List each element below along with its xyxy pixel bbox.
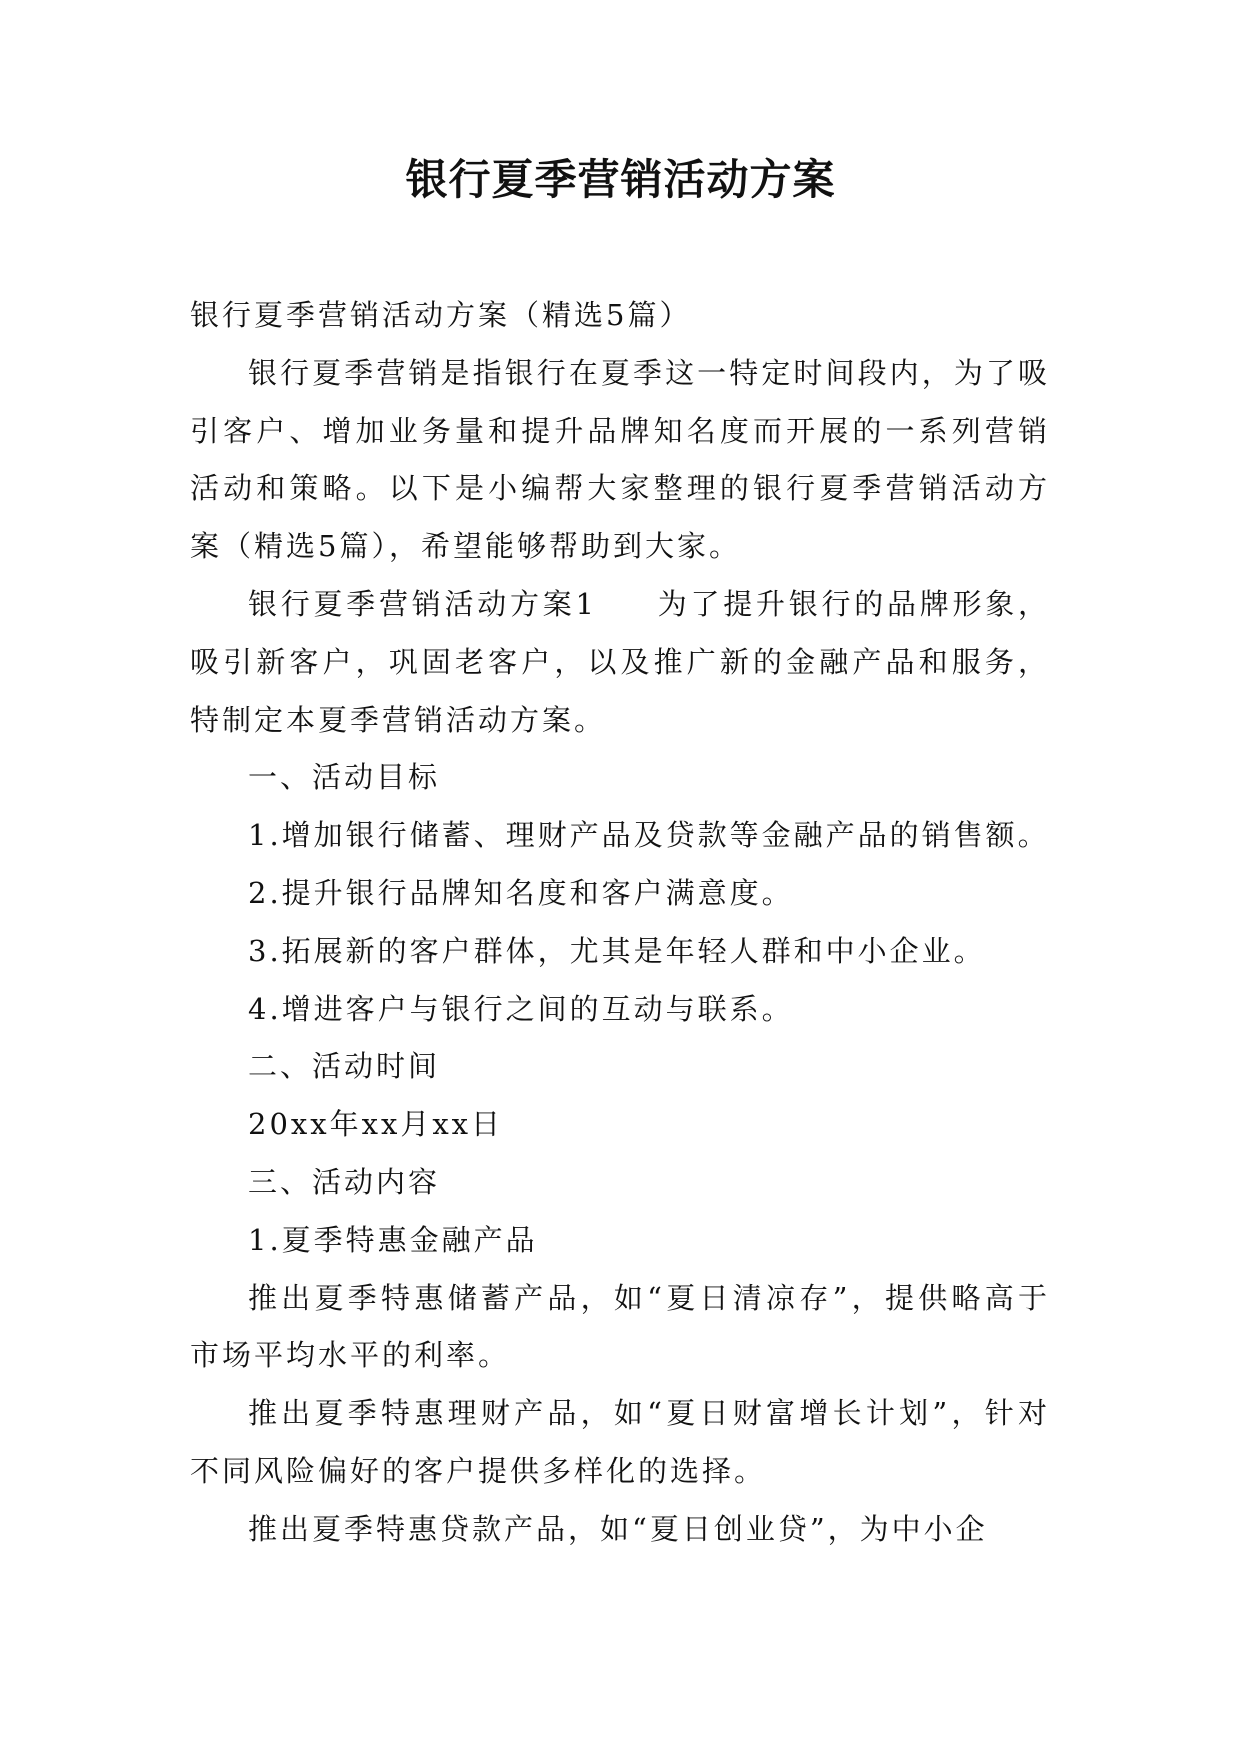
content-paragraph: 推出夏季特惠储蓄产品，如“夏日清凉存”，提供略高于市场平均水平的利率。 (190, 1280, 1050, 1373)
section3-subheading: 1.夏季特惠金融产品 (248, 1222, 538, 1257)
plan1-paragraph (190, 576, 1050, 749)
document-subtitle: 银行夏季营销活动方案（精选5篇） (190, 298, 692, 332)
activity-date: 20xx年xx月xx日 (248, 1107, 504, 1142)
content-paragraph: 推出夏季特惠理财产品，如“夏日财富增长计划”，针对不同风险偏好的客户提供多样化的选择。 (190, 1396, 1050, 1488)
plan1-lead: 为了提升银行的品牌形象，吸引新客户，巩固老客户，以及推广新的金融产品和服务，特制定本夏季营销活动方案。 (190, 586, 1050, 737)
document-body (190, 287, 1050, 1559)
goal-item: 4.增进客户与银行之间的互动与联系。 (248, 991, 794, 1026)
section1-heading: 一、活动目标 (248, 760, 441, 795)
plan1-heading: 银行夏季营销活动方案1 (248, 586, 597, 621)
section2-heading: 二、活动时间 (248, 1049, 441, 1084)
goal-item: 2.提升银行品牌知名度和客户满意度。 (248, 875, 794, 910)
document-title: 银行夏季营销活动方案 (405, 155, 836, 204)
goal-item: 3.拓展新的客户群体，尤其是年轻人群和中小企业。 (248, 933, 986, 968)
content-paragraph: 推出夏季特惠贷款产品，如“夏日创业贷”，为中小企 (248, 1511, 988, 1546)
goal-item: 1.增加银行储蓄、理财产品及贷款等金融产品的销售额。 (248, 818, 1050, 853)
intro-paragraph: 银行夏季营销是指银行在夏季这一特定时间段内，为了吸引客户、增加业务量和提升品牌知名度而开展的一系列营销活动和策略。以下是小编帮大家整理的银行夏季营销活动方案（精选5篇），希望能够帮助到大家。 (190, 355, 1050, 564)
section3-heading: 三、活动内容 (248, 1164, 441, 1199)
